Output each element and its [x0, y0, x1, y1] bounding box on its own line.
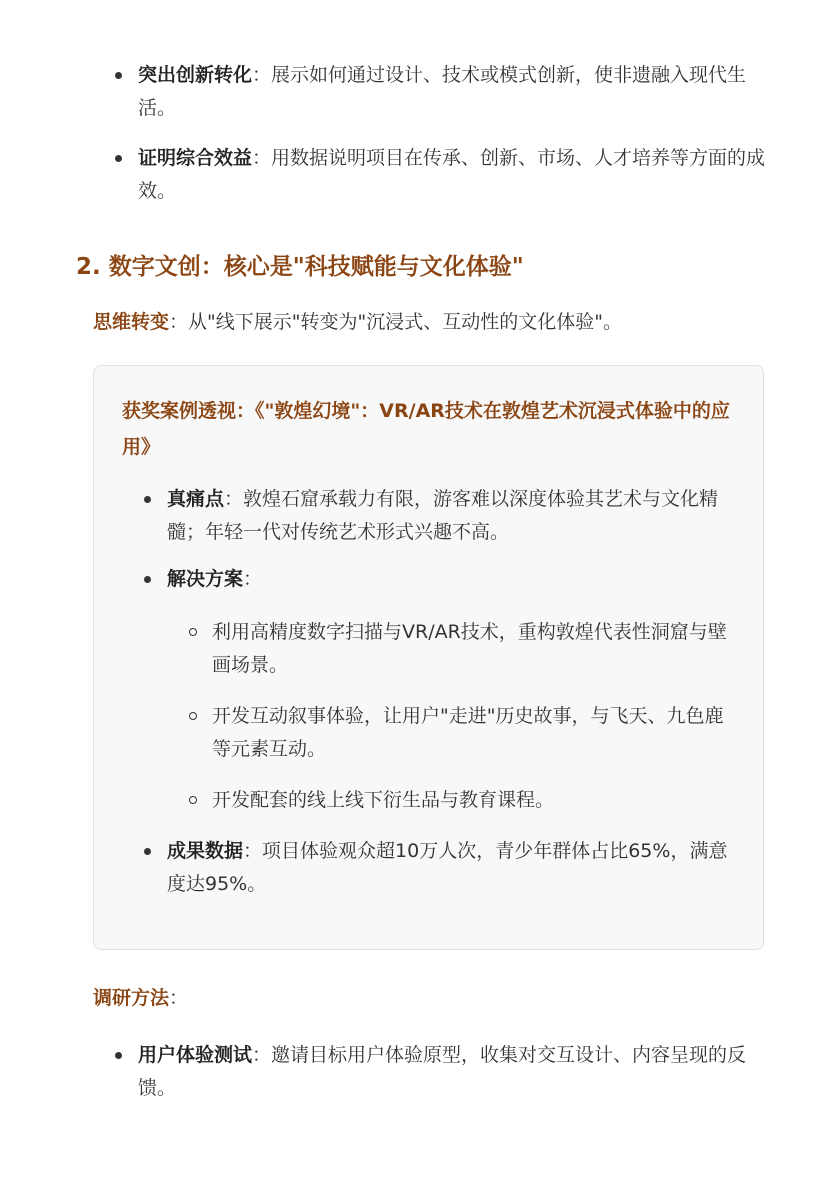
mindset-label: 思维转变: [93, 311, 170, 333]
item-sep: ：: [224, 488, 244, 510]
item-label: 突出创新转化: [138, 64, 253, 86]
list-item: [138, 142, 778, 208]
method-line: [93, 982, 188, 1015]
section-heading: 2. 数字文创：核心是"科技赋能与文化体验": [76, 254, 524, 280]
item-text: 展示如何通过设计、技术或模式创新，使非遗融入现代生活。: [138, 64, 747, 119]
item-text: 邀请目标用户体验原型，收集对交互设计、内容呈现的反馈。: [138, 1044, 747, 1099]
solution-sublist: [139, 616, 737, 817]
item-text: 敦煌石窟承载力有限，游客难以深度体验其艺术与文化精髓；年轻一代对传统艺术形式兴趣不高。: [167, 488, 719, 543]
item-sep: ：: [243, 568, 263, 590]
solution-subitem: 开发配套的线上线下衍生品与教育课程。: [212, 784, 737, 817]
goal-list: [138, 59, 778, 225]
item-sep: ：: [252, 1044, 272, 1066]
item-sep: ：: [252, 147, 272, 169]
case-title: 获奖案例透视：《"敦煌幻境"：VR/AR技术在敦煌艺术沉浸式体验中的应用》: [122, 400, 730, 458]
result-item: [167, 835, 737, 901]
list-item: [138, 1039, 778, 1105]
mindset-line: [93, 306, 622, 339]
solution-subitem: 利用高精度数字扫描与VR/AR技术，重构敦煌代表性洞窟与壁画场景。: [212, 616, 737, 682]
case-study-card: [93, 365, 764, 950]
case-list: [167, 483, 737, 915]
item-label: 解决方案: [167, 568, 244, 590]
item-text: 用数据说明项目在传承、创新、市场、人才培养等方面的成效。: [138, 147, 766, 202]
item-label: 用户体验测试: [138, 1044, 253, 1066]
method-sep: ：: [169, 987, 189, 1009]
item-label: 成果数据: [167, 840, 244, 862]
method-list: [138, 1039, 778, 1105]
list-item: [138, 59, 778, 125]
pain-point-item: [167, 483, 737, 549]
solution-item: [167, 563, 737, 817]
item-label: 证明综合效益: [138, 147, 253, 169]
method-label: 调研方法: [93, 987, 170, 1009]
item-label: 真痛点: [167, 488, 225, 510]
item-sep: ：: [243, 840, 263, 862]
mindset-sep: ：: [169, 311, 189, 333]
mindset-text: 从"线下展示"转变为"沉浸式、互动性的文化体验"。: [188, 311, 622, 333]
item-sep: ：: [252, 64, 272, 86]
solution-subitem: 开发互动叙事体验，让用户"走进"历史故事，与飞天、九色鹿等元素互动。: [212, 700, 737, 766]
item-text: 项目体验观众超10万人次，青少年群体占比65%，满意度达95%。: [167, 840, 728, 895]
